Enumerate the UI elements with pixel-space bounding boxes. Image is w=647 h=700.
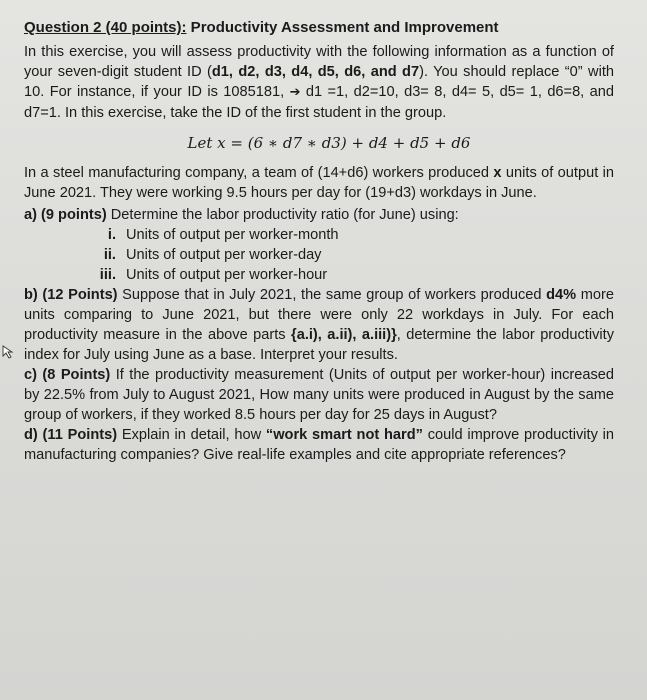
scenario-text-2: units of output in June 2021. They were working 9.5 hours per day for (19+d3) workdays in June.	[24, 165, 615, 201]
formula: Let x = (6 ∗ d7 ∗ d3) + d4 + d5 + d6	[187, 134, 471, 152]
question-d	[24, 425, 614, 465]
question-c-text: If the productivity measurement (Units of output per worker-hour) increased by 22.5% from July to August 2021, How many units were produced in August by the same group of workers, if they worked 8.5 hours per day for 25 days in August?	[24, 367, 615, 423]
question-title	[24, 18, 614, 38]
question-b-label: b) (12 Points)	[24, 287, 118, 303]
list-item-text: Units of output per worker-hour	[126, 267, 328, 283]
question-a-text: Determine the labor productivity ratio (for June) using:	[106, 207, 459, 223]
question-document	[24, 18, 614, 465]
question-b-d4: d4%	[546, 287, 577, 303]
intro-paragraph	[24, 42, 614, 123]
mouse-cursor-icon	[2, 345, 14, 359]
list-item-text: Units of output per worker-month	[126, 227, 339, 243]
list-item-number: ii.	[103, 247, 116, 263]
question-b	[24, 285, 614, 365]
question-b-text-3: , determine the labor productivity index for July using June as a base. Interpret your results.	[24, 327, 614, 363]
scenario-x: x	[493, 165, 502, 181]
question-d-text-2: could improve productivity in manufacturing companies? Give real-life examples and cite appropriate references?	[24, 427, 614, 463]
question-a-list	[80, 225, 614, 285]
list-item	[80, 225, 614, 245]
list-item	[80, 265, 614, 285]
list-item-text: Units of output per worker-day	[126, 247, 322, 263]
question-d-label: d) (11 Points)	[24, 427, 118, 443]
list-item	[80, 245, 614, 265]
question-c-label: c) (8 Points)	[24, 367, 111, 383]
title-prefix: Question 2 (40 points):	[24, 19, 187, 36]
question-a	[24, 205, 614, 225]
intro-text-1: In this exercise, you will assess productivity with the following information as a function of your seven-digit student ID (	[24, 44, 614, 80]
question-b-text-1: Suppose that in July 2021, the same group of workers produced	[117, 287, 547, 303]
title-rest: Productivity Assessment and Improvement	[186, 19, 499, 36]
question-b-parts: {a.i), a.ii), a.iii)}	[291, 327, 397, 343]
scenario-paragraph	[24, 163, 614, 203]
question-d-text-1: Explain in detail, how	[117, 427, 266, 443]
question-c	[24, 365, 614, 425]
list-item-number: iii.	[99, 267, 116, 283]
question-a-label: a) (9 points)	[24, 207, 107, 223]
arrow-icon: ➔	[289, 85, 301, 100]
scenario-text-1: In a steel manufacturing company, a team of (14+d6) workers produced	[24, 165, 494, 181]
question-b-text-2: more units comparing to June 2021, but there were only 22 workdays in July. For each productivity measure in the above parts	[24, 287, 614, 343]
question-d-quote: “work smart not hard”	[265, 427, 423, 443]
intro-text-2: ). You should replace “0” with 10. For instance, if your ID is 1085181,	[24, 64, 614, 100]
list-item-number: i.	[107, 227, 116, 243]
intro-text-3: d1 =1, d2=10, d3= 8, d4= 5, d5= 1, d6=8, and d7=1. In this exercise, take the ID of the first student in the group.	[24, 84, 614, 121]
intro-ids: d1, d2, d3, d4, d5, d6, and d7	[211, 64, 420, 80]
